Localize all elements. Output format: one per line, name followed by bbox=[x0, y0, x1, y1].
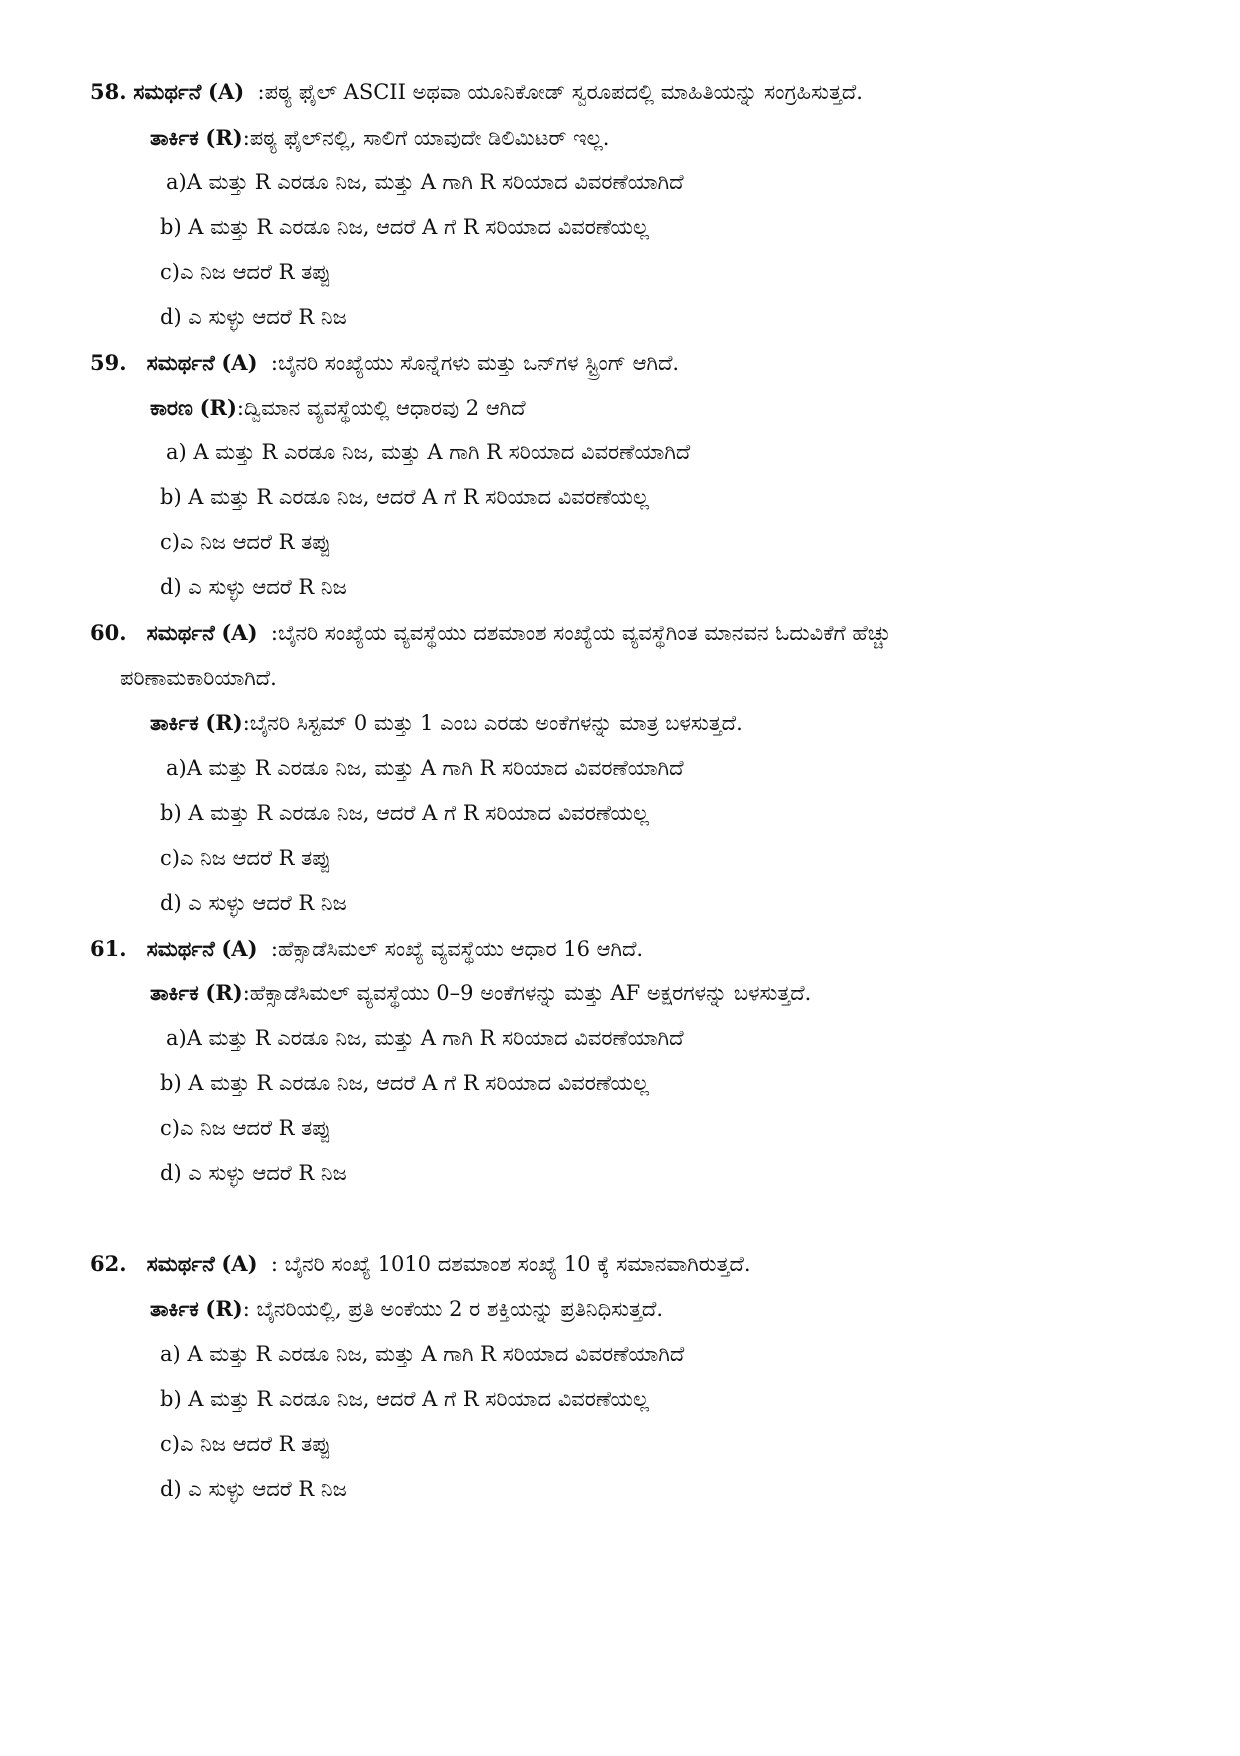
option-c: c)ಎ ನಿಜ ಆದರೆ R ತಪ್ಪು bbox=[160, 530, 331, 554]
assertion-tag: (A) bbox=[208, 79, 245, 104]
question-number: 62. bbox=[90, 1251, 127, 1276]
reason-label: ತಾರ್ಕಿಕ bbox=[150, 980, 199, 1005]
assertion-tag: (A) bbox=[221, 936, 258, 961]
option-d: d) ಎ ಸುಳ್ಳು ಆದರೆ R ನಿಜ bbox=[160, 1161, 347, 1185]
option-c: c)ಎ ನಿಜ ಆದರೆ R ತಪ್ಪು bbox=[160, 1432, 331, 1456]
reason-text: : ಬೈನರಿಯಲ್ಲಿ, ಪ್ರತಿ ಅಂಕೆಯು 2 ರ ಶಕ್ತಿಯನ್ನು ಪ್ರತಿನಿಧಿಸುತ್ತದೆ. bbox=[242, 1297, 663, 1321]
reason-tag: (R) bbox=[205, 710, 243, 735]
assertion-label: ಸಮರ್ಥನೆ bbox=[146, 620, 215, 645]
reason-text: :ಬೈನರಿ ಸಿಸ್ಟಮ್ 0 ಮತ್ತು 1 ಎಂಬ ಎರಡು ಅಂಕೆಗಳನ್ನು ಮಾತ್ರ ಬಳಸುತ್ತದೆ. bbox=[242, 711, 743, 735]
reason-tag: (R) bbox=[205, 980, 243, 1005]
assertion-tag: (A) bbox=[221, 620, 258, 645]
assertion-label: ಸಮರ್ಥನೆ bbox=[146, 1251, 215, 1276]
option-d: d) ಎ ಸುಳ್ಳು ಆದರೆ R ನಿಜ bbox=[160, 575, 347, 599]
option-a: a) A ಮತ್ತು R ಎರಡೂ ನಿಜ, ಮತ್ತು A ಗಾಗಿ R ಸರಿಯಾದ ವಿವರಣೆಯಾಗಿದೆ bbox=[166, 440, 691, 464]
option-d: d) ಎ ಸುಳ್ಳು ಆದರೆ R ನಿಜ bbox=[160, 305, 347, 329]
reason-line bbox=[150, 1294, 663, 1324]
option-c: c)ಎ ನಿಜ ಆದರೆ R ತಪ್ಪು bbox=[160, 260, 331, 284]
assertion-continuation: ಪರಿಣಾಮಕಾರಿಯಾಗಿದೆ. bbox=[120, 666, 277, 690]
assertion-tag: (A) bbox=[221, 350, 258, 375]
option-a: a)A ಮತ್ತು R ಎರಡೂ ನಿಜ, ಮತ್ತು A ಗಾಗಿ R ಸರಿಯಾದ ವಿವರಣೆಯಾಗಿದೆ bbox=[166, 1026, 684, 1050]
assertion-line bbox=[90, 1249, 751, 1279]
option-b: b) A ಮತ್ತು R ಎರಡೂ ನಿಜ, ಆದರೆ A ಗೆ R ಸರಿಯಾದ ವಿವರಣೆಯಲ್ಲ bbox=[160, 1387, 650, 1411]
assertion-label: ಸಮರ್ಥನೆ bbox=[146, 350, 215, 375]
option-b: b) A ಮತ್ತು R ಎರಡೂ ನಿಜ, ಆದರೆ A ಗೆ R ಸರಿಯಾದ ವಿವರಣೆಯಲ್ಲ bbox=[160, 1071, 650, 1095]
option-d: d) ಎ ಸುಳ್ಳು ಆದರೆ R ನಿಜ bbox=[160, 891, 347, 915]
reason-label: ತಾರ್ಕಿಕ bbox=[150, 1296, 199, 1321]
question-number: 61. bbox=[90, 936, 127, 961]
option-d: d) ಎ ಸುಳ್ಳು ಆದರೆ R ನಿಜ bbox=[160, 1477, 347, 1501]
reason-line bbox=[150, 393, 526, 423]
option-a: a)A ಮತ್ತು R ಎರಡೂ ನಿಜ, ಮತ್ತು A ಗಾಗಿ R ಸರಿಯಾದ ವಿವರಣೆಯಾಗಿದೆ bbox=[166, 756, 684, 780]
option-a: a) A ಮತ್ತು R ಎರಡೂ ನಿಜ, ಮತ್ತು A ಗಾಗಿ R ಸರಿಯಾದ ವಿವರಣೆಯಾಗಿದೆ bbox=[160, 1342, 685, 1366]
reason-line bbox=[150, 708, 743, 738]
reason-tag: (R) bbox=[199, 395, 237, 420]
assertion-text: :ಬೈನರಿ ಸಂಖ್ಯೆಯು ಸೊನ್ನೆಗಳು ಮತ್ತು ಒನ್‌ಗಳ ಸ್ಟ್ರಿಂಗ್ ಆಗಿದೆ. bbox=[270, 351, 680, 375]
assertion-text: : ಬೈನರಿ ಸಂಖ್ಯೆ 1010 ದಶಮಾಂಶ ಸಂಖ್ಯೆ 10 ಕ್ಕೆ ಸಮಾನವಾಗಿರುತ್ತದೆ. bbox=[270, 1252, 751, 1276]
reason-text: :ಹೆಕ್ಸಾಡೆಸಿಮಲ್ ವ್ಯವಸ್ಥೆಯು 0–9 ಅಂಕೆಗಳನ್ನು ಮತ್ತು AF ಅಕ್ಷರಗಳನ್ನು ಬಳಸುತ್ತದೆ. bbox=[242, 981, 812, 1005]
option-c: c)ಎ ನಿಜ ಆದರೆ R ತಪ್ಪು bbox=[160, 846, 331, 870]
assertion-label: ಸಮರ್ಥನೆ bbox=[146, 936, 215, 961]
assertion-line bbox=[90, 618, 891, 648]
reason-text: :ಪಠ್ಯ ಫೈಲ್‌ನಲ್ಲಿ, ಸಾಲಿಗೆ ಯಾವುದೇ ಡಿಲಿಮಿಟರ್ ಇಲ್ಲ. bbox=[242, 126, 610, 150]
reason-line bbox=[150, 978, 811, 1008]
option-c: c)ಎ ನಿಜ ಆದರೆ R ತಪ್ಪು bbox=[160, 1116, 331, 1140]
reason-label: ಕಾರಣ bbox=[150, 395, 193, 420]
assertion-tag: (A) bbox=[221, 1251, 258, 1276]
reason-line bbox=[150, 123, 609, 153]
assertion-text: :ಹೆಕ್ಸಾಡೆಸಿಮಲ್ ಸಂಖ್ಯೆ ವ್ಯವಸ್ಥೆಯು ಆಧಾರ 16 ಆಗಿದೆ. bbox=[270, 937, 644, 961]
reason-text: :ದ್ವಿಮಾನ ವ್ಯವಸ್ಥೆಯಲ್ಲಿ ಆಧಾರವು 2 ಆಗಿದೆ bbox=[236, 396, 526, 420]
option-b: b) A ಮತ್ತು R ಎರಡೂ ನಿಜ, ಆದರೆ A ಗೆ R ಸರಿಯಾದ ವಿವರಣೆಯಲ್ಲ bbox=[160, 215, 650, 239]
option-b: b) A ಮತ್ತು R ಎರಡೂ ನಿಜ, ಆದರೆ A ಗೆ R ಸರಿಯಾದ ವಿವರಣೆಯಲ್ಲ bbox=[160, 801, 650, 825]
assertion-line bbox=[90, 934, 643, 964]
reason-tag: (R) bbox=[205, 1296, 243, 1321]
question-number: 58. bbox=[90, 79, 127, 104]
assertion-label: ಸಮರ್ಥನೆ bbox=[133, 79, 202, 104]
question-number: 59. bbox=[90, 350, 127, 375]
reason-tag: (R) bbox=[205, 125, 243, 150]
assertion-text: :ಬೈನರಿ ಸಂಖ್ಯೆಯ ವ್ಯವಸ್ಥೆಯು ದಶಮಾಂಶ ಸಂಖ್ಯೆಯ ವ್ಯವಸ್ಥೆಗಿಂತ ಮಾನವನ ಓದುವಿಕೆಗೆ ಹೆಚ್ಚು bbox=[270, 621, 891, 645]
assertion-text: :ಪಠ್ಯ ಫೈಲ್ ASCII ಅಥವಾ ಯೂನಿಕೋಡ್ ಸ್ವರೂಪದಲ್ಲಿ ಮಾಹಿತಿಯನ್ನು ಸಂಗ್ರಹಿಸುತ್ತದೆ. bbox=[257, 80, 863, 104]
option-a: a)A ಮತ್ತು R ಎರಡೂ ನಿಜ, ಮತ್ತು A ಗಾಗಿ R ಸರಿಯಾದ ವಿವರಣೆಯಾಗಿದೆ bbox=[166, 170, 684, 194]
option-b: b) A ಮತ್ತು R ಎರಡೂ ನಿಜ, ಆದರೆ A ಗೆ R ಸರಿಯಾದ ವಿವರಣೆಯಲ್ಲ bbox=[160, 485, 650, 509]
assertion-line bbox=[90, 77, 863, 107]
assertion-line bbox=[90, 348, 679, 378]
question-number: 60. bbox=[90, 620, 127, 645]
reason-label: ತಾರ್ಕಿಕ bbox=[150, 125, 199, 150]
reason-label: ತಾರ್ಕಿಕ bbox=[150, 710, 199, 735]
